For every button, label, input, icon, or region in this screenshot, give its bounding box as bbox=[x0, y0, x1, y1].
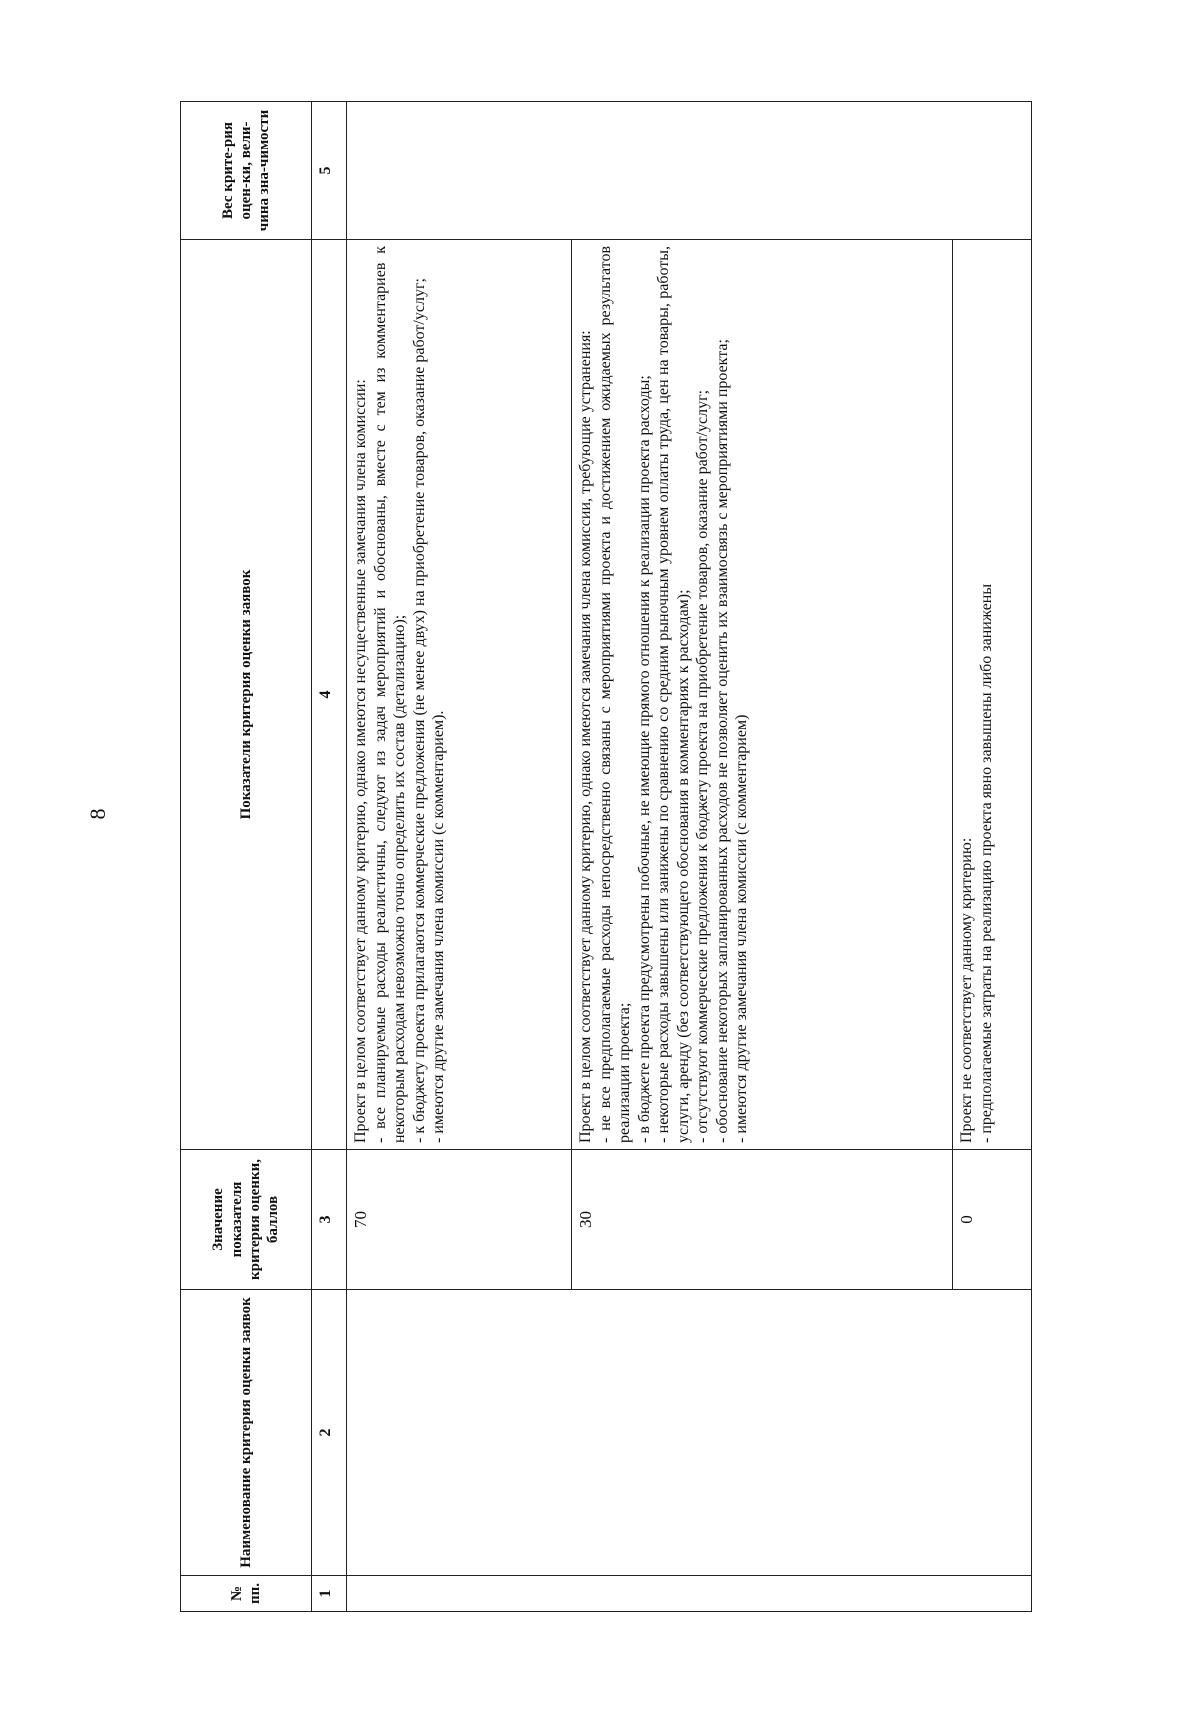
header-weight: Вес крите-рия оцен-ки, вели-чина зна-чимости bbox=[181, 102, 312, 240]
desc-line: - в бюджете проекта предусмотрены побочные, не имеющие прямого отношения к реализации проекта расходы; bbox=[635, 375, 653, 1143]
column-number: 1 bbox=[312, 1576, 347, 1612]
desc-line: - имеются другие замечания члена комиссии (с комментарием). bbox=[430, 710, 448, 1143]
desc-line: Проект в целом соответствует данному критерию, однако имеются замечания члена комиссии, требующие устранения: bbox=[577, 330, 594, 1143]
header-desc: Показатели критерия оценки заявок bbox=[181, 240, 312, 1150]
column-number-row bbox=[312, 102, 347, 1612]
rotated-table-page bbox=[180, 102, 1100, 1612]
desc-line: - к бюджету проекта прилагаются коммерческие предложения (не менее двух) на приобретение товаров, оказание работ/услуг; bbox=[410, 278, 428, 1143]
weight-cell bbox=[347, 102, 1032, 240]
desc-line: Проект не соответствует данному критерию: bbox=[958, 837, 975, 1143]
table-row bbox=[347, 102, 572, 1612]
num-cell bbox=[347, 1576, 1032, 1612]
desc-line: - некоторые расходы завышены или занижены по сравнению со средним рыночным уровнем оплаты труда, цен на товары, работы, услуги, аренду (без соответствующего обоснования в комментариях к расходам); bbox=[655, 246, 692, 1143]
desc-line: - отсутствуют коммерческие предложения к бюджету проекта на приобретение товаров, оказание работ/услуг; bbox=[694, 389, 712, 1143]
desc-line: - обоснование некоторых запланированных расходов не позволяет оценить их взаимосвязь с мероприятиями проекта; bbox=[713, 339, 731, 1143]
column-number: 3 bbox=[312, 1150, 347, 1290]
header-name: Наименование критерия оценки заявок bbox=[181, 1290, 312, 1576]
column-number: 5 bbox=[312, 102, 347, 240]
value-cell: 0 bbox=[953, 1150, 1032, 1290]
page-number: 8 bbox=[85, 808, 110, 820]
header-row bbox=[181, 102, 312, 1612]
column-number: 4 bbox=[312, 240, 347, 1150]
header-num: № пп. bbox=[181, 1576, 312, 1612]
value-cell: 70 bbox=[347, 1150, 572, 1290]
desc-line: - все планируемые расходы реалистичны, следуют из задач мероприятий и обоснованы, вместе с тем из комментариев к некоторым расходам невозможно точно определить их состав (детализацию); bbox=[371, 246, 409, 1143]
name-cell bbox=[347, 1290, 1032, 1576]
criteria-table bbox=[180, 101, 1032, 1612]
desc-cell bbox=[347, 240, 572, 1150]
desc-line: - предполагаемые затраты на реализацию проекта явно завышены либо занижены bbox=[977, 583, 995, 1143]
desc-line: Проект в целом соответствует данному критерию, однако имеются несущественные замечания члена комисcии: bbox=[352, 379, 369, 1143]
desc-cell bbox=[953, 240, 1032, 1150]
desc-cell bbox=[572, 240, 953, 1150]
column-number: 2 bbox=[312, 1290, 347, 1576]
header-value: Значение показателя критерия оценки, баллов bbox=[181, 1150, 312, 1290]
value-cell: 30 bbox=[572, 1150, 953, 1290]
desc-line: - не все предполагаемые расходы непосредственно связаны с мероприятиями проекта и достижением ожидаемых результатов реализации проекта; bbox=[596, 246, 634, 1143]
desc-line: - имеются другие замечания члена комиссии (с комментарием) bbox=[733, 714, 751, 1143]
